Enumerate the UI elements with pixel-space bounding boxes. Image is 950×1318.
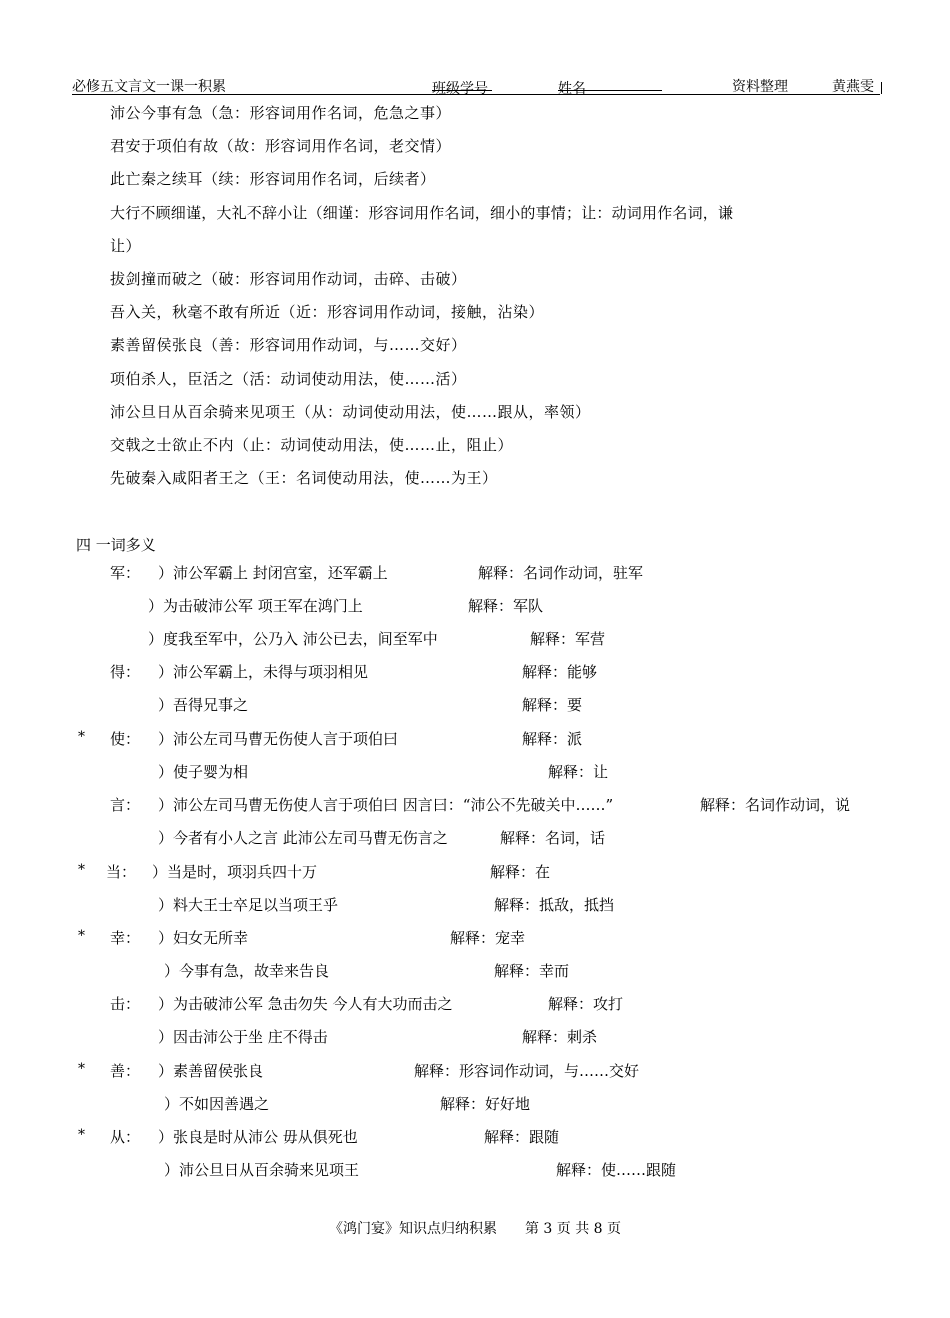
example-text: ）沛公左司马曹无伤使人言于项伯曰 xyxy=(158,730,399,748)
example-explanation: 解释：抵敌，抵挡 xyxy=(494,896,615,914)
entry-word: 幸： xyxy=(110,929,141,947)
example-explanation: 解释：在 xyxy=(490,863,551,881)
text-line: 吾入关，秋毫不敢有所近（近：形容词用作动词，接触，沾染） xyxy=(110,303,545,321)
example-text: ）今事有急，故幸来告良 xyxy=(164,962,330,980)
example-text: ）吾得兄事之 xyxy=(158,696,249,714)
example-explanation: 解释：名词，话 xyxy=(500,829,606,847)
header-author: 黄燕雯 xyxy=(832,79,874,95)
class-blank xyxy=(432,78,492,91)
example-explanation: 解释：名词作动词，说 xyxy=(700,796,851,814)
example-text: ）妇女无所幸 xyxy=(158,929,249,947)
header-tick xyxy=(881,82,882,94)
entry-word: 使： xyxy=(110,730,141,748)
star-marker: * xyxy=(78,729,85,745)
text-line: 沛公旦日从百余骑来见项王（从：动词使动用法，使……跟从，率领） xyxy=(110,403,591,421)
example-text: ）沛公军霸上 封闭宫室，还军霸上 xyxy=(158,564,388,582)
star-marker: * xyxy=(78,1127,85,1143)
example-text: ）沛公军霸上，未得与项羽相见 xyxy=(158,663,369,681)
entry-word: 得： xyxy=(110,663,141,681)
name-label-text: 姓名 xyxy=(558,81,586,97)
text-line: 此亡秦之续耳（续：形容词用作名词，后续者） xyxy=(110,170,436,188)
text-line: 让） xyxy=(110,237,142,255)
example-explanation: 解释：刺杀 xyxy=(522,1028,598,1046)
entry-word: 军： xyxy=(110,564,141,582)
star-marker: * xyxy=(78,928,85,944)
example-text: ）素善留侯张良 xyxy=(158,1062,264,1080)
entry-word: 善： xyxy=(110,1062,141,1080)
example-explanation: 解释：名词作动词，驻军 xyxy=(478,564,644,582)
example-explanation: 解释：宠幸 xyxy=(450,929,526,947)
example-explanation: 解释：跟随 xyxy=(484,1128,560,1146)
example-explanation: 解释：能够 xyxy=(522,663,598,681)
text-line: 拔剑撞而破之（破：形容词用作动词，击碎、击破） xyxy=(110,270,467,288)
example-text: ）为击破沛公军 急击勿失 今人有大功而击之 xyxy=(158,995,453,1013)
example-text: ）今者有小人之言 此沛公左司马曹无伤言之 xyxy=(158,829,448,847)
page-header xyxy=(72,74,880,95)
text-line: 先破秦入咸阳者王之（王：名词使动用法，使……为王） xyxy=(110,469,498,487)
name-blank xyxy=(558,78,662,91)
example-explanation: 解释：让 xyxy=(548,763,609,781)
example-text: ）不如因善遇之 xyxy=(164,1095,270,1113)
example-explanation: 解释：幸而 xyxy=(494,962,570,980)
example-text: ）张良是时从沛公 毋从俱死也 xyxy=(158,1128,358,1146)
example-text: ）沛公旦日从百余骑来见项王 xyxy=(164,1161,360,1179)
example-explanation: 解释：好好地 xyxy=(440,1095,531,1113)
example-explanation: 解释：攻打 xyxy=(548,995,624,1013)
example-explanation: 解释：军队 xyxy=(468,597,544,615)
example-text: ）当是时，项羽兵四十万 xyxy=(152,863,318,881)
entry-word: 当： xyxy=(106,863,137,881)
entry-word: 言： xyxy=(110,796,141,814)
entry-word: 从： xyxy=(110,1128,141,1146)
example-text: ）度我至军中，公乃入 沛公已去，间至军中 xyxy=(148,630,438,648)
class-label-text: 班级学号 xyxy=(432,81,488,97)
text-line: 项伯杀人，臣活之（活：动词使动用法，使……活） xyxy=(110,370,467,388)
example-explanation: 解释：形容词作动词，与……交好 xyxy=(414,1062,640,1080)
text-line: 交戟之士欲止不内（止：动词使动用法，使……止，阻止） xyxy=(110,436,514,454)
header-title: 必修五文言文一课一积累 xyxy=(72,79,226,95)
example-text: ）因击沛公于坐 庄不得击 xyxy=(158,1028,328,1046)
example-explanation: 解释：要 xyxy=(522,696,583,714)
text-line: 君安于项伯有故（故：形容词用作名词，老交情） xyxy=(110,137,452,155)
star-marker: * xyxy=(78,1061,85,1077)
example-explanation: 解释：派 xyxy=(522,730,583,748)
header-org: 资料整理 xyxy=(732,79,788,95)
example-explanation: 解释：使……跟随 xyxy=(556,1161,677,1179)
example-explanation: 解释：军营 xyxy=(530,630,606,648)
section-title: 四 一词多义 xyxy=(76,536,156,554)
example-text: ）沛公左司马曹无伤使人言于项伯曰 因言曰：“沛公不先破关中……” xyxy=(158,796,614,814)
example-text: ）料大王士卒足以当项王乎 xyxy=(158,896,339,914)
text-line: 沛公今事有急（急：形容词用作名词，危急之事） xyxy=(110,104,452,122)
text-line: 大行不顾细谨，大礼不辞小让（细谨：形容词用作名词，细小的事情；让：动词用作名词，谦 xyxy=(110,204,734,222)
example-text: ）使子婴为相 xyxy=(158,763,249,781)
entry-word: 击： xyxy=(110,995,141,1013)
text-line: 素善留侯张良（善：形容词用作动词，与……交好） xyxy=(110,336,467,354)
star-marker: * xyxy=(78,862,85,878)
page-footer: 《鸿门宴》知识点归纳积累 第 3 页 共 8 页 xyxy=(328,1221,622,1237)
example-text: ）为击破沛公军 项王军在鸿门上 xyxy=(148,597,363,615)
